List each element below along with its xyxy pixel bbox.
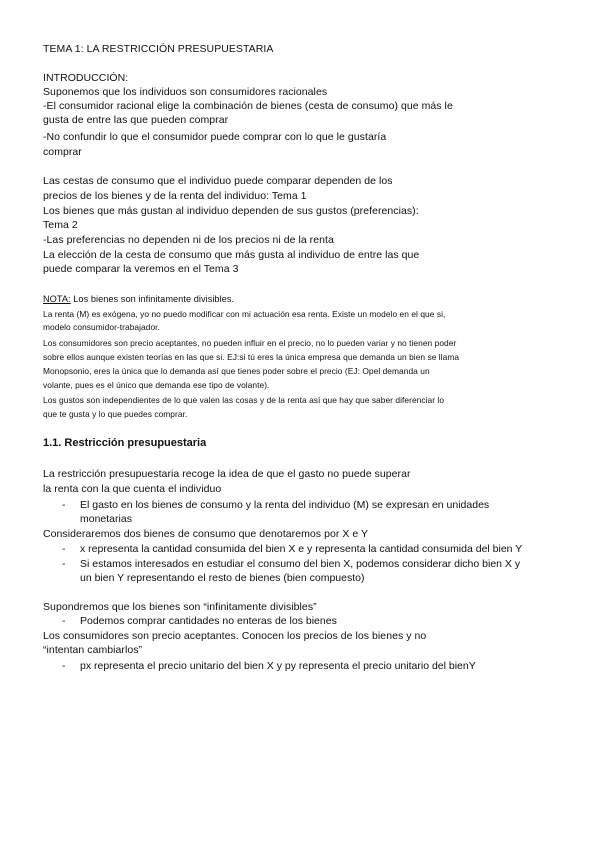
- intro-line: Suponemos que los individuos son consumidores racionales: [43, 86, 328, 98]
- nota-label: NOTA:: [43, 294, 71, 304]
- intro-line: gusta de entre las que pueden comprar: [43, 114, 229, 126]
- bullet-dash: -: [62, 543, 66, 555]
- nota-line: Monopsonio, eres la única que lo demanda así que tienes poder sobre el precio (EJ: Opel demanda un: [43, 366, 430, 376]
- section-paragraph-line: La restricción presupuestaria recoge la idea de que el gasto no puede superar: [43, 468, 411, 480]
- bullet-dash: -: [62, 499, 66, 511]
- section-paragraph-line: “intentan cambiarlos”: [43, 644, 143, 656]
- bullet-line: El gasto en los bienes de consumo y la renta del individuo (M) se expresan en unidades: [80, 499, 490, 511]
- bullet-line: px representa el precio unitario del bien X y py representa el precio unitario del bienY: [80, 660, 476, 672]
- section-paragraph-line: Consideraremos dos bienes de consumo que denotaremos por X e Y: [43, 528, 369, 540]
- section-paragraph-line: Supondremos que los bienes son “infinitamente divisibles”: [43, 601, 317, 613]
- section-heading: 1.1. Restricción presupuestaria: [43, 437, 207, 449]
- bullet-line: un bien Y representando el resto de bienes (bien compuesto): [80, 572, 365, 584]
- paragraph-line: La elección de la cesta de consumo que más gusta al individuo de entre las que: [43, 249, 420, 261]
- nota-line: La renta (M) es exógena, yo no puedo modificar con mi actuación esa renta. Existe un modelo en el que si,: [43, 309, 446, 319]
- intro-heading: INTRODUCCIÓN:: [43, 72, 129, 84]
- nota-line: modelo consumidor-trabajador.: [43, 322, 160, 332]
- section-paragraph-line: Los consumidores son precio aceptantes. Conocen los precios de los bienes y no: [43, 630, 427, 642]
- paragraph-line: puede comparar la veremos en el Tema 3: [43, 263, 239, 275]
- intro-line: -El consumidor racional elige la combinación de bienes (cesta de consumo) que más le: [43, 100, 453, 112]
- nota-text: Los bienes son infinitamente divisibles.: [70, 294, 235, 304]
- paragraph-line: precios de los bienes y de la renta del individuo: Tema 1: [43, 190, 307, 202]
- bullet-line: Si estamos interesados en estudiar el consumo del bien X, podemos considerar dicho bien X y: [80, 558, 521, 570]
- paragraph-line: Tema 2: [43, 219, 78, 231]
- bullet-line: Podemos comprar cantidades no enteras de los bienes: [80, 615, 337, 627]
- paragraph-line: -Las preferencias no dependen ni de los precios ni de la renta: [43, 234, 334, 246]
- bullet-line: monetarias: [80, 513, 132, 525]
- nota-line: volante, pues es el único que demanda ese tipo de volante).: [43, 380, 270, 390]
- nota-line: Los gustos son independientes de lo que valen las cosas y de la renta así que hay que saber diferenciar lo: [43, 395, 445, 405]
- bullet-dash: -: [62, 558, 66, 570]
- nota-line: que te gusta y lo que puedes comprar.: [43, 409, 188, 419]
- section-paragraph-line: la renta con la que cuenta el individuo: [43, 483, 222, 495]
- paragraph-line: Las cestas de consumo que el individuo puede comparar dependen de los: [43, 175, 393, 187]
- nota-line: Los consumidores son precio aceptantes, no pueden influir en el precio, no lo pueden variar y no tienen poder: [43, 338, 457, 348]
- document-title: TEMA 1: LA RESTRICCIÓN PRESUPUESTARIA: [43, 43, 274, 55]
- bullet-line: x representa la cantidad consumida del bien X e y representa la cantidad consumida del bien Y: [80, 543, 523, 555]
- intro-line: comprar: [43, 146, 82, 158]
- paragraph-line: Los bienes que más gustan al individuo dependen de sus gustos (preferencias):: [43, 205, 419, 217]
- intro-line: -No confundir lo que el consumidor puede comprar con lo que le gustaría: [43, 131, 387, 143]
- bullet-dash: -: [62, 615, 66, 627]
- nota-first-line: [43, 294, 234, 305]
- nota-line: sobre ellos aunque existen teorías en las que si. EJ:si tú eres la única empresa que demanda un bien se llama: [43, 352, 460, 362]
- bullet-dash: -: [62, 660, 66, 672]
